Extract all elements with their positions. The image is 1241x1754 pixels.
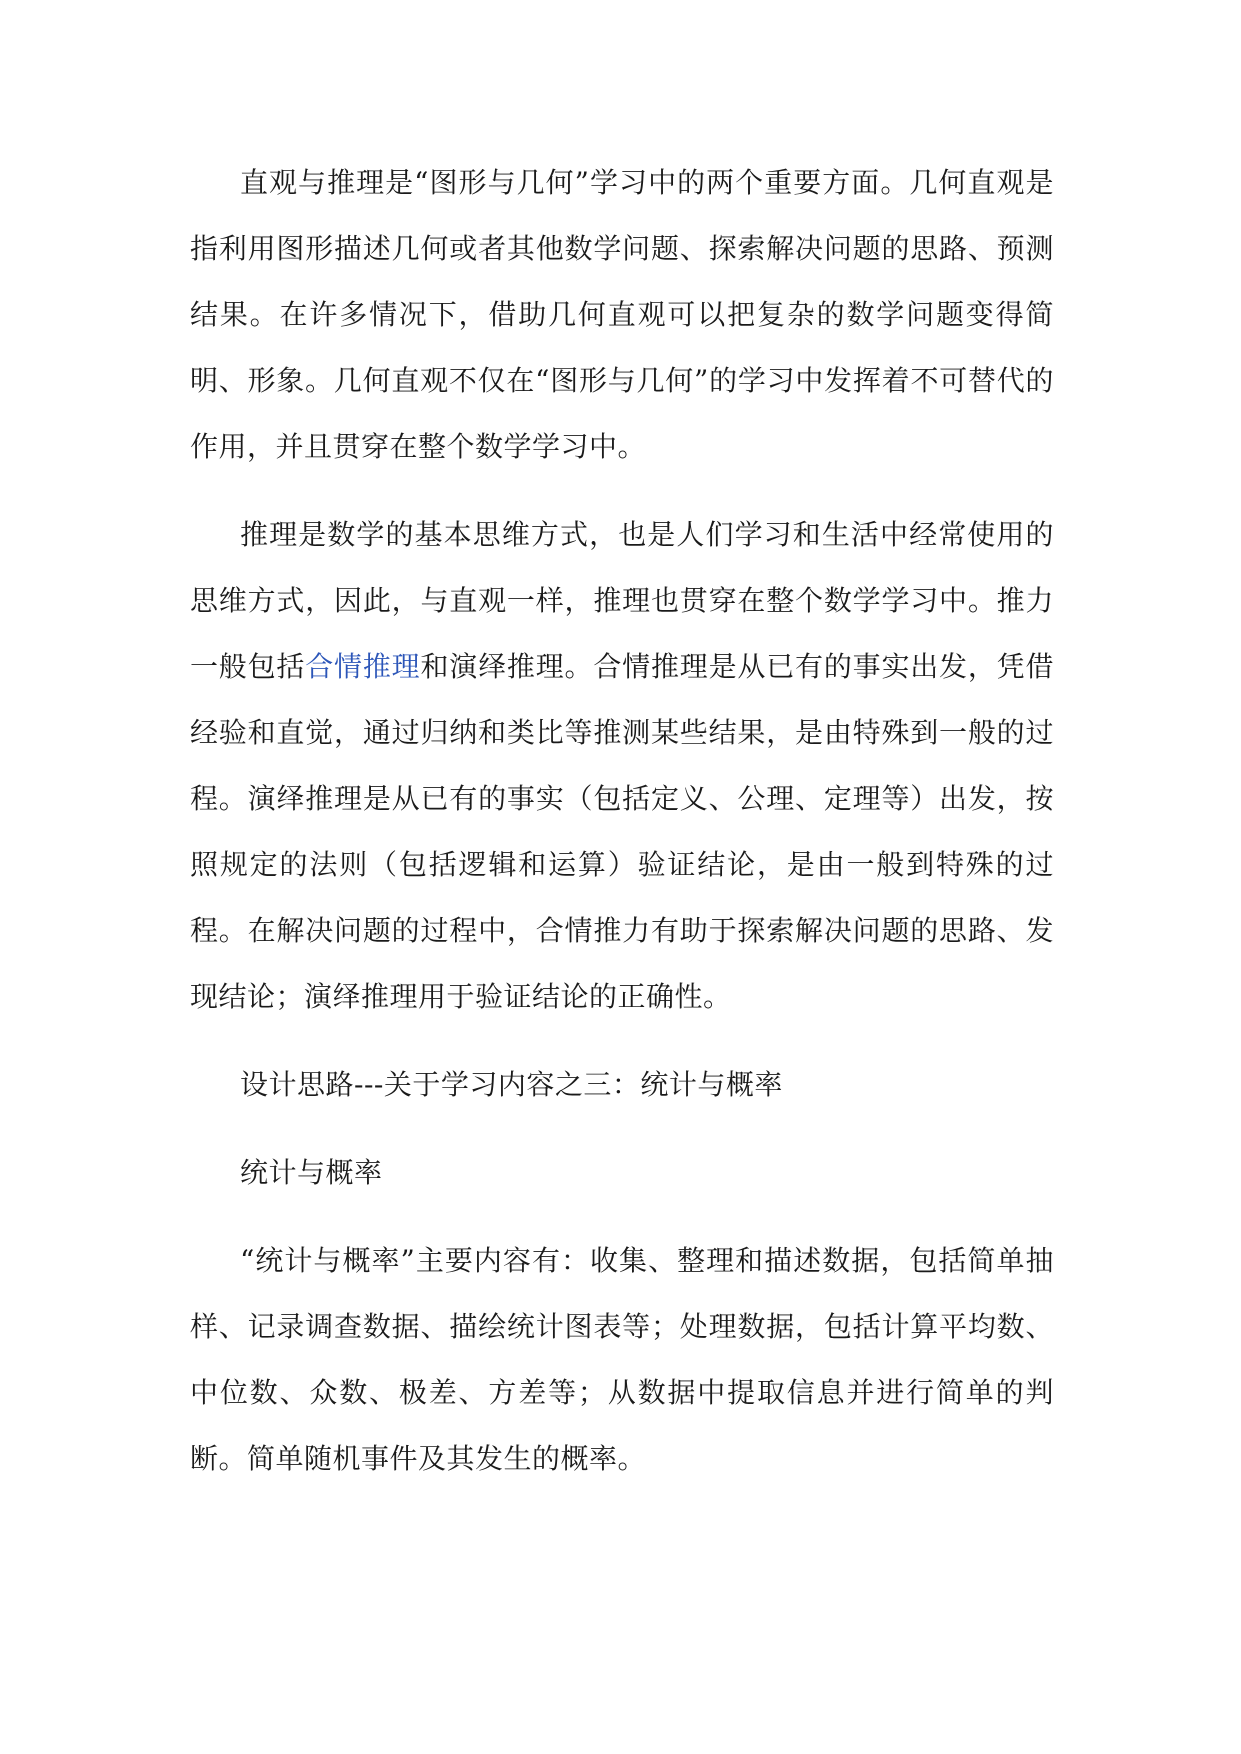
heading-text: 设计思路---关于学习内容之三：统计与概率 <box>240 1068 783 1101</box>
paragraph-text: 推理是数学的基本思维方式，也是人们学习和生活中经常使用的思维方式，因此，与直观一样，推理也贯穿在整个数学学习中。推力一般包括 <box>190 518 1054 683</box>
plausible-reasoning-link[interactable]: 合情推理 <box>305 650 421 683</box>
paragraph-text: “统计与概率”主要内容有：收集、整理和描述数据，包括简单抽样、记录调查数据、描绘统计图表等；处理数据，包括计算平均数、中位数、众数、极差、方差等；从数据中提取信息并进行简单的判断。简单随机事件及其发生的概率。 <box>190 1244 1054 1475</box>
paragraph-text: 和演绎推理。合情推理是从已有的事实出发，凭借经验和直觉，通过归纳和类比等推测某些结果，是由特殊到一般的过程。演绎推理是从已有的事实（包括定义、公理、定理等）出发，按照规定的法则（包括逻辑和运算）验证结论，是由一般到特殊的过程。在解决问题的过程中，合情推力有助于探索解决问题的思路、发现结论；演绎推理用于验证结论的正确性。 <box>190 650 1054 1013</box>
paragraph-text: 直观与推理是“图形与几何”学习中的两个重要方面。几何直观是指利用图形描述几何或者其他数学问题、探索解决问题的思路、预测结果。在许多情况下，借助几何直观可以把复杂的数学问题变得简明、形象。几何直观不仅在“图形与几何”的学习中发挥着不可替代的作用，并且贯穿在整个数学学习中。 <box>190 166 1054 463</box>
paragraph-geometric-intuition <box>190 150 1054 480</box>
document-body <box>190 150 1054 1492</box>
heading-text: 统计与概率 <box>240 1156 383 1189</box>
paragraph-reasoning <box>190 502 1054 1030</box>
paragraph-statistics-content <box>190 1228 1054 1492</box>
section-heading-design-idea <box>190 1052 1054 1118</box>
section-subheading-statistics <box>190 1140 1054 1206</box>
